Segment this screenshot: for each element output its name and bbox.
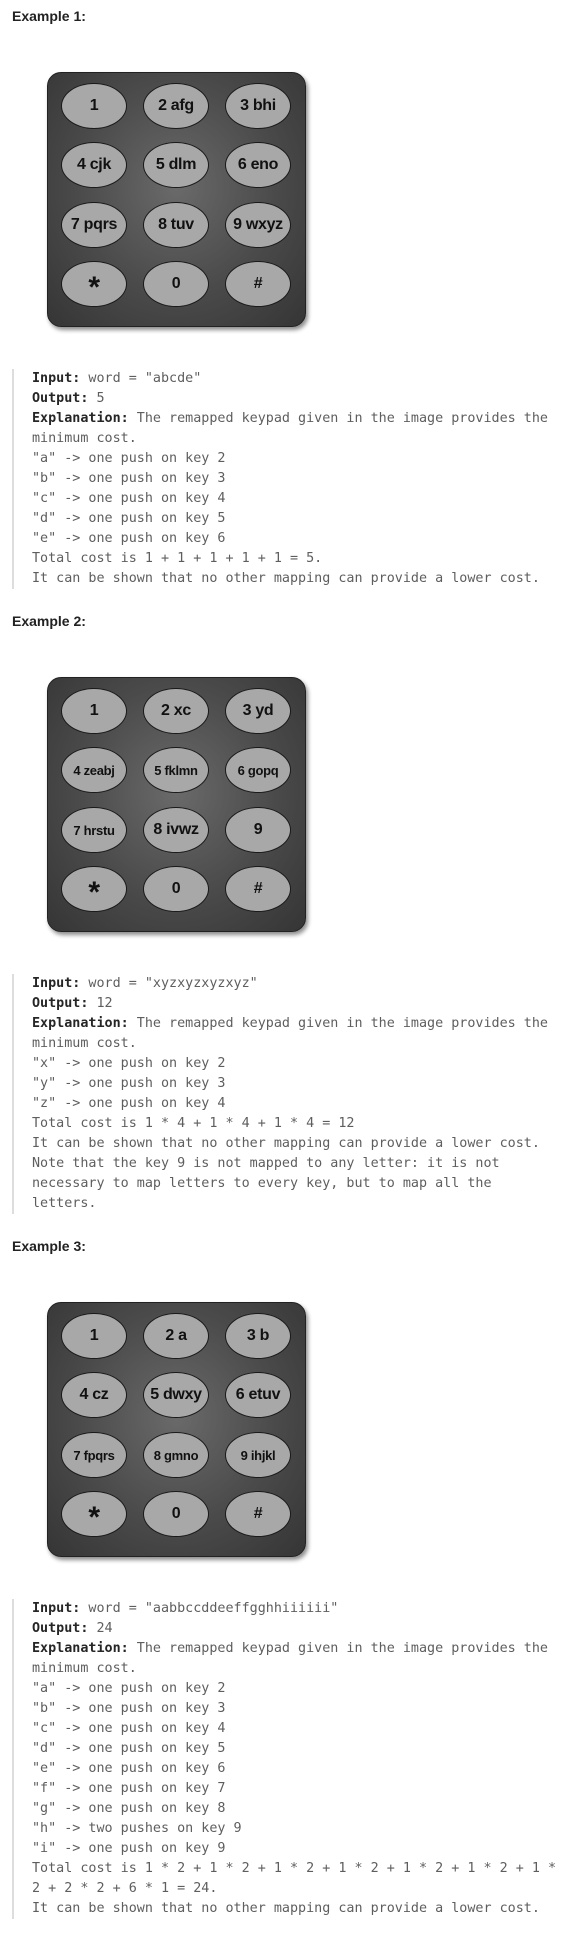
key-1: 1 (61, 1313, 127, 1359)
key-2: 2 afg (143, 83, 209, 129)
key-3: 3 b (225, 1313, 291, 1359)
explanation-line: 2 + 2 * 2 + 6 * 1 = 24. (32, 1881, 218, 1896)
key-6: 6 etuv (225, 1372, 291, 1418)
explanation-line: "d" -> one push on key 5 (32, 1741, 226, 1756)
explanation-line: Total cost is 1 * 2 + 1 * 2 + 1 * 2 + 1 * 2 + 1 * 2 + 1 * 2 + 1 * (32, 1861, 557, 1876)
key-star: * (61, 866, 127, 912)
example-2-description (12, 974, 574, 1214)
explanation-text: The remapped keypad given in the image provides the (128, 1016, 548, 1031)
key-7: 7 hrstu (61, 807, 127, 853)
key-star: * (61, 1491, 127, 1537)
example-1-description (12, 369, 574, 589)
input-value: word = "aabbccddeeffgghhiiiiii" (80, 1601, 339, 1616)
key-5: 5 dwxy (143, 1372, 209, 1418)
explanation-line: "h" -> two pushes on key 9 (32, 1821, 242, 1836)
key-0: 0 (143, 261, 209, 307)
example-3-title: Example 3: (12, 1238, 86, 1254)
output-label: Output: (32, 391, 89, 406)
key-3: 3 bhi (225, 83, 291, 129)
key-2: 2 xc (143, 688, 209, 734)
explanation-line (32, 1639, 574, 1659)
key-star: * (61, 261, 127, 307)
key-8: 8 gmno (143, 1432, 209, 1478)
explanation-line: "b" -> one push on key 3 (32, 1701, 226, 1716)
output-value: 5 (88, 391, 105, 406)
output-line (32, 994, 574, 1014)
explanation-line: "x" -> one push on key 2 (32, 1056, 226, 1071)
key-0: 0 (143, 1491, 209, 1537)
example-1-title: Example 1: (12, 8, 86, 24)
explanation-line: It can be shown that no other mapping can provide a lower cost. (32, 1901, 540, 1916)
explanation-line: "c" -> one push on key 4 (32, 1721, 226, 1736)
explanation-line: necessary to map letters to every key, but to map all the (32, 1176, 492, 1191)
output-value: 24 (88, 1621, 113, 1636)
input-value: word = "xyzxyzxyzxyz" (80, 976, 258, 991)
explanation-line: Total cost is 1 + 1 + 1 + 1 + 1 = 5. (32, 551, 323, 566)
explanation-label: Explanation: (32, 1641, 129, 1656)
input-value: word = "abcde" (80, 371, 202, 386)
key-9: 9 ihjkl (225, 1432, 291, 1478)
output-line (32, 1619, 574, 1639)
explanation-line: "d" -> one push on key 5 (32, 511, 226, 526)
key-4: 4 zeabj (61, 747, 127, 793)
input-line (32, 974, 574, 994)
key-9: 9 wxyz (225, 202, 291, 248)
keypad-example-1 (47, 72, 306, 327)
input-label: Input: (32, 976, 81, 991)
key-hash: # (225, 261, 291, 307)
key-8: 8 ivwz (143, 807, 209, 853)
explanation-line: It can be shown that no other mapping can provide a lower cost. (32, 1136, 540, 1151)
explanation-line: minimum cost. (32, 1036, 137, 1051)
explanation-line: "e" -> one push on key 6 (32, 531, 226, 546)
output-label: Output: (32, 1621, 89, 1636)
key-6: 6 eno (225, 142, 291, 188)
output-value: 12 (88, 996, 113, 1011)
example-2-title: Example 2: (12, 613, 86, 629)
explanation-line: minimum cost. (32, 1661, 137, 1676)
key-1: 1 (61, 688, 127, 734)
explanation-line: "c" -> one push on key 4 (32, 491, 226, 506)
key-4: 4 cjk (61, 142, 127, 188)
key-5: 5 fklmn (143, 747, 209, 793)
input-label: Input: (32, 371, 81, 386)
explanation-line: minimum cost. (32, 431, 137, 446)
explanation-line: "i" -> one push on key 9 (32, 1841, 226, 1856)
key-7: 7 pqrs (61, 202, 127, 248)
key-hash: # (225, 866, 291, 912)
key-8: 8 tuv (143, 202, 209, 248)
explanation-line: "e" -> one push on key 6 (32, 1761, 226, 1776)
explanation-line (32, 409, 574, 429)
explanation-label: Explanation: (32, 411, 129, 426)
explanation-line: "b" -> one push on key 3 (32, 471, 226, 486)
key-3: 3 yd (225, 688, 291, 734)
key-0: 0 (143, 866, 209, 912)
input-label: Input: (32, 1601, 81, 1616)
explanation-line: "a" -> one push on key 2 (32, 451, 226, 466)
explanation-line (32, 1014, 574, 1034)
key-6: 6 gopq (225, 747, 291, 793)
key-7: 7 fpqrs (61, 1432, 127, 1478)
explanation-line: "g" -> one push on key 8 (32, 1801, 226, 1816)
explanation-line: Total cost is 1 * 4 + 1 * 4 + 1 * 4 = 12 (32, 1116, 355, 1131)
key-9: 9 (225, 807, 291, 853)
key-1: 1 (61, 83, 127, 129)
output-line (32, 389, 574, 409)
explanation-line: "f" -> one push on key 7 (32, 1781, 226, 1796)
output-label: Output: (32, 996, 89, 1011)
explanation-line: letters. (32, 1196, 97, 1211)
keypad-example-3 (47, 1302, 306, 1557)
key-4: 4 cz (61, 1372, 127, 1418)
explanation-label: Explanation: (32, 1016, 129, 1031)
explanation-line: "a" -> one push on key 2 (32, 1681, 226, 1696)
explanation-line: "z" -> one push on key 4 (32, 1096, 226, 1111)
explanation-line: "y" -> one push on key 3 (32, 1076, 226, 1091)
example-3-description (12, 1599, 574, 1919)
keypad-example-2 (47, 677, 306, 932)
explanation-text: The remapped keypad given in the image provides the (128, 1641, 548, 1656)
key-hash: # (225, 1491, 291, 1537)
input-line (32, 369, 574, 389)
key-5: 5 dlm (143, 142, 209, 188)
explanation-text: The remapped keypad given in the image provides the (128, 411, 548, 426)
key-2: 2 a (143, 1313, 209, 1359)
explanation-line: Note that the key 9 is not mapped to any letter: it is not (32, 1156, 500, 1171)
input-line (32, 1599, 574, 1619)
explanation-line: It can be shown that no other mapping can provide a lower cost. (32, 571, 540, 586)
